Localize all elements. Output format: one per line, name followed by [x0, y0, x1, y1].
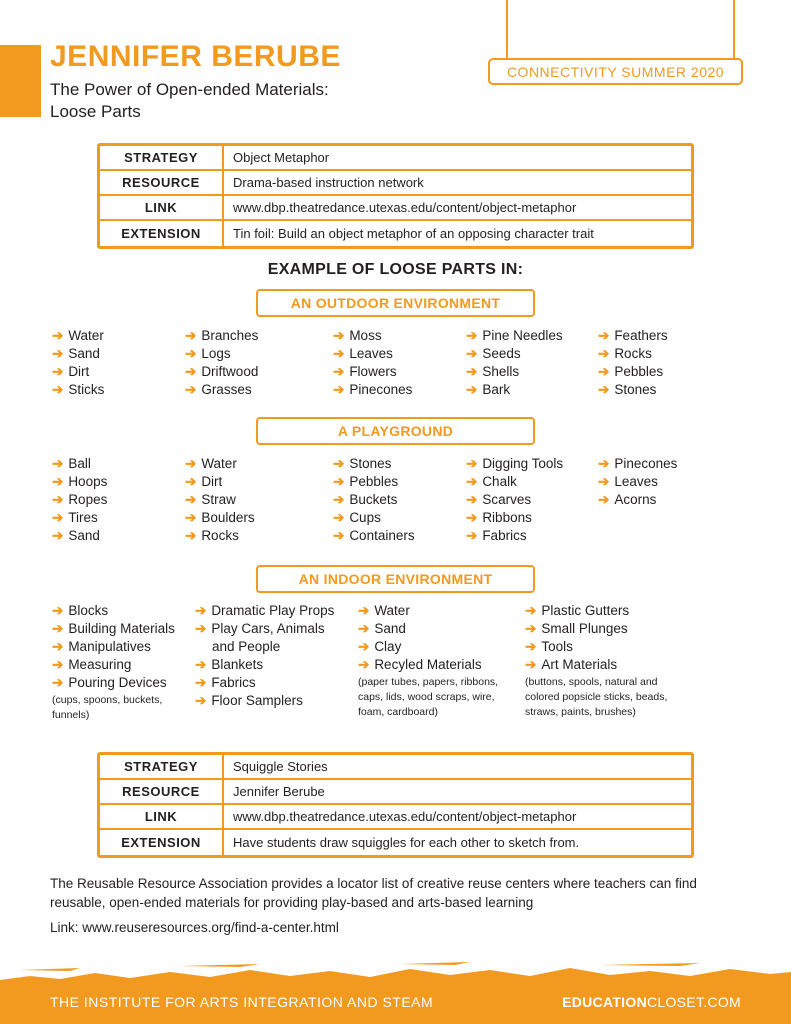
- list-item: ➔ Chalk: [466, 474, 517, 489]
- strategy-value: Squiggle Stories: [233, 759, 328, 774]
- list-item: ➔ Flowers: [333, 364, 397, 379]
- list-item: ➔ Fabrics: [195, 675, 256, 690]
- list-item: ➔ Dirt: [185, 474, 223, 489]
- list-item: ➔ Water: [52, 328, 104, 343]
- arrow-right-icon: ➔: [52, 382, 64, 397]
- list-item: ➔ Dramatic Play Props: [195, 603, 335, 618]
- list-item: ➔ Rocks: [185, 528, 239, 543]
- extension-row: [100, 830, 691, 855]
- arrow-right-icon: ➔: [333, 456, 345, 471]
- list-item: ➔ Pouring Devices: [52, 675, 167, 690]
- list-note: (cups, spoons, buckets, funnels): [52, 694, 163, 721]
- arrow-right-icon: ➔: [195, 693, 207, 708]
- strategy-key: STRATEGY: [100, 146, 224, 169]
- arrow-right-icon: ➔: [52, 675, 64, 690]
- arrow-right-icon: ➔: [185, 474, 197, 489]
- resource-paragraph: The Reusable Resource Association provides a locator list of creative reuse centers where teachers can find reusable, open-ended materials for providing play-based and arts-based learning: [50, 876, 697, 910]
- list-item: ➔ Grasses: [185, 382, 252, 397]
- resource-key: RESOURCE: [100, 780, 224, 803]
- link-row: [100, 196, 691, 221]
- arrow-right-icon: ➔: [333, 510, 345, 525]
- arrow-right-icon: ➔: [598, 456, 610, 471]
- list-item: ➔ Tools: [525, 639, 573, 654]
- arrow-right-icon: ➔: [358, 639, 370, 654]
- arrow-right-icon: ➔: [333, 382, 345, 397]
- page-subtitle: [50, 79, 430, 123]
- playground-column-3: [333, 455, 415, 545]
- arrow-right-icon: ➔: [358, 621, 370, 636]
- arrow-right-icon: ➔: [52, 603, 64, 618]
- extension-value: Tin foil: Build an object metaphor of an opposing character trait: [233, 226, 594, 241]
- list-note: (buttons, spools, natural and colored popsicle sticks, beads, straws, paints, brushes): [525, 676, 668, 718]
- list-item: ➔ Pebbles: [598, 364, 664, 379]
- arrow-right-icon: ➔: [185, 346, 197, 361]
- extension-row: [100, 221, 691, 246]
- list-item: ➔ Floor Samplers: [195, 693, 303, 708]
- arrow-right-icon: ➔: [52, 474, 64, 489]
- list-item: ➔ Dirt: [52, 364, 90, 379]
- arrow-right-icon: ➔: [466, 364, 478, 379]
- outdoor-column-1: [52, 327, 104, 399]
- arrow-right-icon: ➔: [598, 474, 610, 489]
- list-item: ➔ Scarves: [466, 492, 532, 507]
- arrow-right-icon: ➔: [52, 346, 64, 361]
- link-value[interactable]: www.dbp.theatredance.utexas.edu/content/object-metaphor: [233, 200, 577, 215]
- list-item: ➔ Clay: [358, 639, 402, 654]
- strategy-row: [100, 146, 691, 171]
- list-item: ➔ Blocks: [52, 603, 109, 618]
- arrow-right-icon: ➔: [52, 492, 64, 507]
- list-item: ➔ Small Plunges: [525, 621, 628, 636]
- list-item: ➔ Sand: [52, 528, 100, 543]
- arrow-right-icon: ➔: [333, 528, 345, 543]
- list-item: ➔ Moss: [333, 328, 382, 343]
- arrow-right-icon: ➔: [525, 639, 537, 654]
- list-item: ➔ Art Materials: [525, 657, 618, 672]
- accent-bar: [0, 45, 41, 117]
- link-row: [100, 805, 691, 830]
- tag-hanger-lines: [506, 0, 735, 58]
- arrow-right-icon: ➔: [52, 657, 64, 672]
- indoor-column-1: [52, 602, 187, 723]
- author-name: JENNIFER BERUBE: [50, 40, 341, 73]
- list-item: ➔ Tires: [52, 510, 98, 525]
- list-item: ➔ Sand: [358, 621, 406, 636]
- arrow-right-icon: ➔: [466, 474, 478, 489]
- resource-key: RESOURCE: [100, 171, 224, 194]
- list-item: ➔ Stones: [598, 382, 657, 397]
- playground-column-1: [52, 455, 107, 545]
- list-item: ➔ Pinecones: [333, 382, 413, 397]
- arrow-right-icon: ➔: [333, 328, 345, 343]
- arrow-right-icon: ➔: [333, 346, 345, 361]
- arrow-right-icon: ➔: [466, 510, 478, 525]
- list-item: ➔ Fabrics: [466, 528, 527, 543]
- list-item: ➔ Blankets: [195, 657, 264, 672]
- arrow-right-icon: ➔: [525, 603, 537, 618]
- institute-name: THE INSTITUTE FOR ARTS INTEGRATION AND STEAM: [50, 994, 434, 1010]
- list-item: ➔ Leaves: [333, 346, 393, 361]
- outdoor-column-2: [185, 327, 258, 399]
- outdoor-column-4: [466, 327, 563, 399]
- arrow-right-icon: ➔: [598, 382, 610, 397]
- subtitle-line-1: The Power of Open-ended Materials:: [50, 80, 329, 99]
- link-value[interactable]: www.dbp.theatredance.utexas.edu/content/object-metaphor: [233, 809, 577, 824]
- playground-column-4: [466, 455, 563, 545]
- list-item: ➔ Pine Needles: [466, 328, 563, 343]
- list-item: ➔ Ropes: [52, 492, 108, 507]
- list-item: ➔ Pinecones: [598, 456, 678, 471]
- outdoor-column-3: [333, 327, 412, 399]
- list-item: ➔ Straw: [185, 492, 236, 507]
- indoor-column-4: [525, 602, 685, 720]
- indoor-column-3: [358, 602, 518, 720]
- list-item: ➔ Cups: [333, 510, 381, 525]
- arrow-right-icon: ➔: [598, 346, 610, 361]
- arrow-right-icon: ➔: [52, 364, 64, 379]
- list-item: ➔ Shells: [466, 364, 520, 379]
- list-item: ➔ Bark: [466, 382, 511, 397]
- arrow-right-icon: ➔: [52, 456, 64, 471]
- list-item: ➔ Building Materials: [52, 621, 175, 636]
- arrow-right-icon: ➔: [333, 492, 345, 507]
- arrow-right-icon: ➔: [598, 492, 610, 507]
- arrow-right-icon: ➔: [195, 675, 207, 690]
- footer-bar: [0, 984, 791, 1024]
- arrow-right-icon: ➔: [52, 528, 64, 543]
- list-item: ➔ Branches: [185, 328, 259, 343]
- arrow-right-icon: ➔: [333, 474, 345, 489]
- strategy-table-2: [97, 752, 694, 858]
- list-item: ➔ Containers: [333, 528, 415, 543]
- arrow-right-icon: ➔: [185, 364, 197, 379]
- extension-value: Have students draw squiggles for each other to sketch from.: [233, 835, 580, 850]
- list-item: ➔ Manipulatives: [52, 639, 151, 654]
- strategy-table-1: [97, 143, 694, 249]
- arrow-right-icon: ➔: [185, 382, 197, 397]
- arrow-right-icon: ➔: [52, 510, 64, 525]
- arrow-right-icon: ➔: [195, 657, 207, 672]
- arrow-right-icon: ➔: [466, 456, 478, 471]
- list-item: ➔ Water: [185, 456, 237, 471]
- arrow-right-icon: ➔: [525, 621, 537, 636]
- list-item: ➔ Water: [358, 603, 410, 618]
- list-item: ➔ Logs: [185, 346, 231, 361]
- resource-value: Drama-based instruction network: [233, 175, 424, 190]
- link-key: LINK: [100, 196, 224, 219]
- list-item-continuation: and People: [212, 639, 281, 654]
- arrow-right-icon: ➔: [466, 492, 478, 507]
- list-item: ➔ Boulders: [185, 510, 255, 525]
- subtitle-line-2: Loose Parts: [50, 102, 141, 121]
- strategy-key: STRATEGY: [100, 755, 224, 778]
- arrow-right-icon: ➔: [52, 621, 64, 636]
- examples-heading: EXAMPLE OF LOOSE PARTS IN:: [267, 261, 524, 278]
- arrow-right-icon: ➔: [52, 639, 64, 654]
- arrow-right-icon: ➔: [195, 621, 207, 636]
- section-playground-title: A PLAYGROUND: [256, 417, 535, 445]
- strategy-row: [100, 755, 691, 780]
- arrow-right-icon: ➔: [185, 456, 197, 471]
- list-item: ➔ Measuring: [52, 657, 132, 672]
- arrow-right-icon: ➔: [466, 382, 478, 397]
- resource-row: [100, 171, 691, 196]
- section-outdoor-title: AN OUTDOOR ENVIRONMENT: [256, 289, 535, 317]
- resource-row: [100, 780, 691, 805]
- list-item: ➔ Pebbles: [333, 474, 399, 489]
- arrow-right-icon: ➔: [598, 364, 610, 379]
- arrow-right-icon: ➔: [598, 328, 610, 343]
- list-item: ➔ Play Cars, Animals: [195, 621, 325, 636]
- arrow-right-icon: ➔: [185, 510, 197, 525]
- list-item: ➔ Digging Tools: [466, 456, 564, 471]
- playground-column-5: [598, 455, 677, 509]
- link-key: LINK: [100, 805, 224, 828]
- arrow-right-icon: ➔: [52, 328, 64, 343]
- arrow-right-icon: ➔: [185, 528, 197, 543]
- arrow-right-icon: ➔: [185, 328, 197, 343]
- extension-key: EXTENSION: [100, 830, 224, 855]
- list-item: ➔ Plastic Gutters: [525, 603, 630, 618]
- arrow-right-icon: ➔: [185, 492, 197, 507]
- list-item: ➔ Hoops: [52, 474, 108, 489]
- indoor-column-2: [195, 602, 350, 710]
- playground-column-2: [185, 455, 255, 545]
- arrow-right-icon: ➔: [466, 528, 478, 543]
- arrow-right-icon: ➔: [195, 603, 207, 618]
- outdoor-column-5: [598, 327, 668, 399]
- list-item: ➔ Recyled Materials: [358, 657, 482, 672]
- list-item: ➔ Seeds: [466, 346, 521, 361]
- arrow-right-icon: ➔: [466, 346, 478, 361]
- extension-key: EXTENSION: [100, 221, 224, 246]
- strategy-value: Object Metaphor: [233, 150, 330, 165]
- resource-link[interactable]: Link: www.reuseresources.org/find-a-center.html: [50, 920, 339, 935]
- list-item: ➔ Feathers: [598, 328, 668, 343]
- list-item: ➔ Stones: [333, 456, 392, 471]
- event-tag: CONNECTIVITY SUMMER 2020: [488, 58, 743, 85]
- arrow-right-icon: ➔: [358, 603, 370, 618]
- list-item: ➔ Rocks: [598, 346, 652, 361]
- section-indoor-title: AN INDOOR ENVIRONMENT: [256, 565, 535, 593]
- list-note: (paper tubes, papers, ribbons, caps, lids, wood scraps, wire, foam, cardboard): [358, 676, 499, 718]
- arrow-right-icon: ➔: [333, 364, 345, 379]
- resource-value: Jennifer Berube: [233, 784, 325, 799]
- list-item: ➔ Sticks: [52, 382, 105, 397]
- site-url[interactable]: EDUCATIONCLOSET.COM: [562, 994, 741, 1010]
- list-item: ➔ Ribbons: [466, 510, 532, 525]
- list-item: ➔ Leaves: [598, 474, 658, 489]
- list-item: ➔ Sand: [52, 346, 100, 361]
- list-item: ➔ Buckets: [333, 492, 398, 507]
- arrow-right-icon: ➔: [466, 328, 478, 343]
- list-item: ➔ Ball: [52, 456, 91, 471]
- arrow-right-icon: ➔: [525, 657, 537, 672]
- list-item: ➔ Acorns: [598, 492, 657, 507]
- list-item: ➔ Driftwood: [185, 364, 259, 379]
- arrow-right-icon: ➔: [358, 657, 370, 672]
